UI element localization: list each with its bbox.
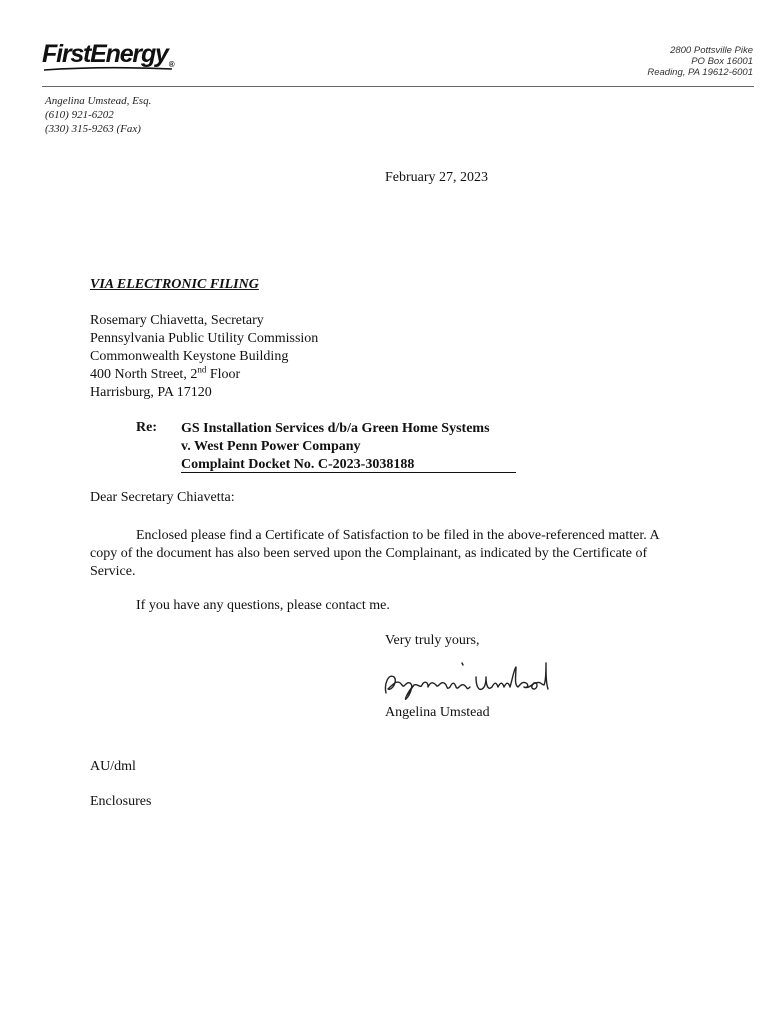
sender-phone: (610) 921-6202 [45, 109, 114, 121]
docket-number: Complaint Docket No. C-2023-3038188 [181, 457, 516, 473]
body-paragraph: Enclosed please find a Certificate of Satisfaction to be filed in the above-referenced matter. A copy of the document has also been served upon the Complainant, as indicated by the Certificate of Service. [90, 528, 659, 579]
sender-name: Angelina Umstead, Esq. [45, 95, 152, 107]
logo-text: FirstEnergy [42, 40, 168, 68]
recipient-block [90, 312, 318, 402]
delivery-method: VIA ELECTRONIC FILING [90, 277, 259, 292]
sender-fax: (330) 315-9263 (Fax) [45, 123, 141, 135]
recipient-organization: Pennsylvania Public Utility Commission [90, 331, 319, 346]
re-label: Re: [136, 420, 157, 435]
re-line: v. West Penn Power Company [181, 439, 361, 454]
recipient-street: 400 North Street, 2nd Floor [90, 364, 241, 382]
recipient-city: Harrisburg, PA 17120 [90, 385, 212, 400]
recipient-name: Rosemary Chiavetta, Secretary [90, 313, 264, 328]
company-address [647, 45, 753, 78]
address-line: PO Box 16001 [691, 56, 753, 67]
handwritten-signature [380, 655, 555, 703]
typist-initials: AU/dml [90, 759, 136, 774]
registered-mark: ® [168, 60, 174, 69]
address-line: 2800 Pottsville Pike [670, 45, 753, 56]
salutation: Dear Secretary Chiavetta: [90, 490, 235, 505]
recipient-building: Commonwealth Keystone Building [90, 349, 289, 364]
logo-swoosh-icon [42, 66, 177, 72]
signer-name: Angelina Umstead [385, 705, 490, 720]
re-line: GS Installation Services d/b/a Green Home Systems [181, 421, 490, 436]
closing: Very truly yours, [385, 633, 480, 648]
header-divider [42, 86, 754, 87]
letter-date: February 27, 2023 [385, 170, 489, 185]
re-subject [181, 420, 516, 474]
enclosures-note: Enclosures [90, 794, 152, 809]
address-line: Reading, PA 19612-6001 [647, 67, 753, 78]
firstenergy-logo [42, 40, 173, 69]
sender-block [45, 94, 151, 136]
body-paragraph: If you have any questions, please contact me. [136, 598, 390, 613]
